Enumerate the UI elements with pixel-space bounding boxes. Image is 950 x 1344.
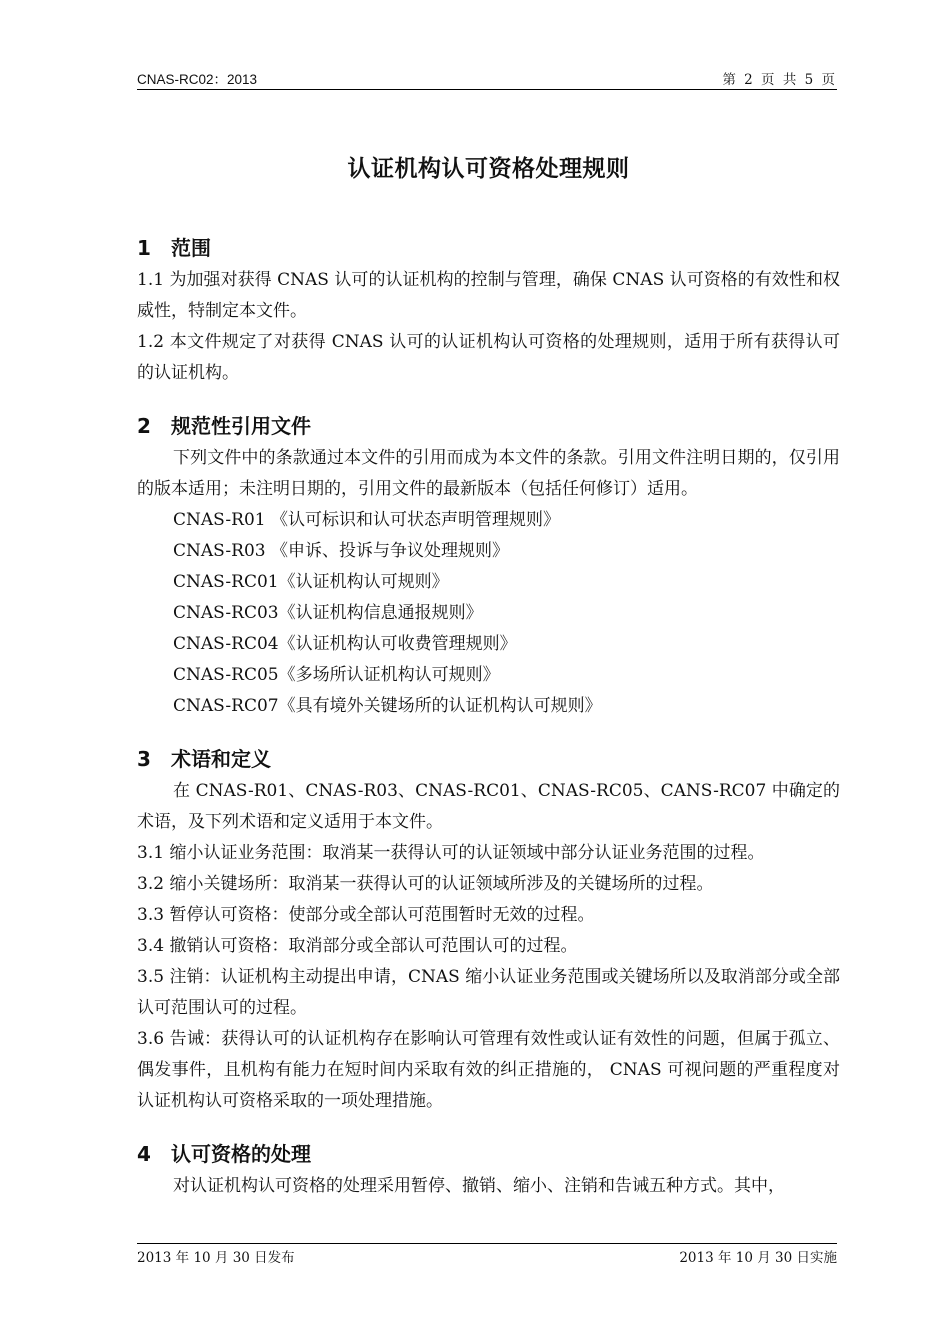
clause-3-6: 3.6 告诫：获得认可的认证机构存在影响认可管理有效性或认证有效性的问题，但属于孤立、偶发事件，且机构有能力在短时间内采取有效的纠正措施的， CNAS 可视问题的严重程度对认证机构认可资格采取的一项处理措施。 — [137, 1029, 840, 1111]
section-2-intro: 下列文件中的条款通过本文件的引用而成为本文件的条款。引用文件注明日期的，仅引用的版本适用；未注明日期的，引用文件的最新版本（包括任何修订）适用。 — [137, 448, 840, 499]
reference-item: CNAS-RC07《具有境外关键场所的认证机构认可规则》 — [173, 696, 602, 716]
section-4-intro: 对认证机构认可资格的处理采用暂停、撤销、缩小、注销和告诫五种方式。其中， — [173, 1176, 785, 1196]
header-rule — [137, 89, 837, 90]
section-1-heading: 1 范围 — [137, 236, 211, 260]
page-footer — [137, 1246, 837, 1266]
clause-1-1: 1.1 为加强对获得 CNAS 认可的认证机构的控制与管理，确保 CNAS 认可资格的有效性和权威性，特制定本文件。 — [137, 270, 840, 321]
implement-date: 2013 年 10 月 30 日实施 — [679, 1250, 837, 1266]
page-title: 认证机构认可资格处理规则 — [347, 156, 630, 182]
reference-item: CNAS-RC01《认证机构认可规则》 — [173, 572, 449, 592]
publish-date: 2013 年 10 月 30 日发布 — [137, 1250, 295, 1266]
document-body — [137, 150, 840, 1202]
section-4-heading: 4 认可资格的处理 — [137, 1142, 311, 1166]
page-header — [137, 66, 837, 88]
doc-code: CNAS-RC02：2013 — [137, 72, 258, 87]
clause-1-2: 1.2 本文件规定了对获得 CNAS 认可的认证机构认可资格的处理规则，适用于所有获得认可的认证机构。 — [137, 332, 840, 383]
section-3-intro: 在 CNAS-R01、CNAS-R03、CNAS-RC01、CNAS-RC05、CANS-RC07 中确定的术语，及下列术语和定义适用于本文件。 — [137, 781, 840, 832]
section-2-heading: 2 规范性引用文件 — [137, 414, 311, 438]
clause-3-3: 3.3 暂停认可资格：使部分或全部认可范围暂时无效的过程。 — [137, 905, 595, 925]
clause-3-5: 3.5 注销：认证机构主动提出申请，CNAS 缩小认证业务范围或关键场所以及取消部分或全部认可范围认可的过程。 — [137, 967, 840, 1018]
reference-item: CNAS-R03 《申诉、投诉与争议处理规则》 — [173, 541, 510, 561]
reference-item: CNAS-RC05《多场所认证机构认可规则》 — [173, 665, 500, 685]
reference-item: CNAS-R01 《认可标识和认可状态声明管理规则》 — [173, 510, 561, 530]
clause-3-1: 3.1 缩小认证业务范围：取消某一获得认可的认证领域中部分认证业务范围的过程。 — [137, 843, 765, 863]
page-info: 第 2 页 共 5 页 — [722, 72, 837, 88]
clause-3-4: 3.4 撤销认可资格：取消部分或全部认可范围认可的过程。 — [137, 936, 578, 956]
clause-3-2: 3.2 缩小关键场所：取消某一获得认可的认证领域所涉及的关键场所的过程。 — [137, 874, 714, 894]
footer-rule — [137, 1243, 837, 1244]
section-3-heading: 3 术语和定义 — [137, 747, 271, 771]
reference-item: CNAS-RC03《认证机构信息通报规则》 — [173, 603, 483, 623]
reference-item: CNAS-RC04《认证机构认可收费管理规则》 — [173, 634, 517, 654]
